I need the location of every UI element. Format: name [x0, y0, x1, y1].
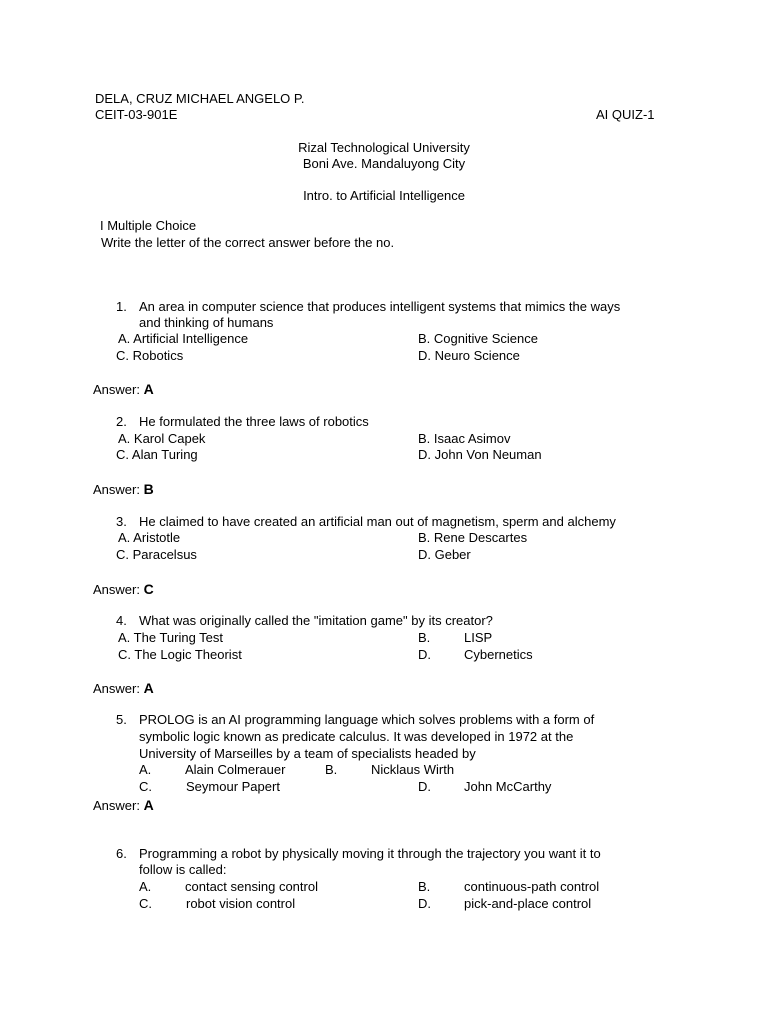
- option-a-letter: A.: [139, 879, 152, 894]
- option-a: A. Karol Capek: [118, 431, 206, 446]
- option-d: D. John Von Neuman: [418, 447, 542, 462]
- answer-line: [93, 797, 154, 814]
- question-number: 2.: [116, 414, 127, 429]
- student-name: DELA, CRUZ MICHAEL ANGELO P.: [95, 91, 305, 106]
- school-name: Rizal Technological University: [298, 140, 470, 155]
- option-d-letter: D.: [418, 647, 431, 662]
- option-b: B. Isaac Asimov: [418, 431, 511, 446]
- answer-letter: A: [143, 797, 154, 813]
- question-text: follow is called:: [139, 862, 227, 877]
- answer-label: Answer:: [93, 482, 140, 497]
- option-a: A. Artificial Intelligence: [118, 331, 249, 346]
- option-d: D. Geber: [418, 547, 471, 562]
- option-b-text: continuous-path control: [464, 879, 600, 894]
- option-b-text: LISP: [464, 630, 493, 645]
- answer-letter: C: [143, 581, 154, 597]
- question-text: What was originally called the "imitation game" by its creator?: [139, 613, 493, 628]
- option-a: A. Aristotle: [118, 530, 181, 545]
- option-a: A. The Turing Test: [118, 630, 224, 645]
- instructions-text: Write the letter of the correct answer before the no.: [101, 235, 395, 250]
- question-number: 5.: [116, 712, 127, 727]
- question-number: 3.: [116, 514, 127, 529]
- option-d-letter: D.: [418, 896, 431, 911]
- question-text: and thinking of humans: [139, 315, 274, 330]
- option-c: C. Paracelsus: [116, 547, 197, 562]
- part-heading: I Multiple Choice: [100, 218, 197, 233]
- option-b-letter: B.: [418, 630, 431, 645]
- school-address: Boni Ave. Mandaluyong City: [302, 156, 466, 171]
- option-d-text: Cybernetics: [464, 647, 533, 662]
- option-d-text: pick-and-place control: [464, 896, 592, 911]
- answer-line: [93, 581, 154, 598]
- answer-label: Answer:: [93, 582, 140, 597]
- question-text: University of Marseilles by a team of specialists headed by: [139, 746, 476, 761]
- question-text: An area in computer science that produces intelligent systems that mimics the ways: [139, 299, 621, 314]
- option-b: B. Cognitive Science: [418, 331, 538, 346]
- option-c-letter: C.: [139, 896, 152, 911]
- option-c-letter: C.: [139, 779, 152, 794]
- answer-line: [93, 481, 154, 498]
- question-text: symbolic logic known as predicate calculus. It was developed in 1972 at the: [139, 729, 574, 744]
- answer-label: Answer:: [93, 382, 140, 397]
- option-b-text: Nicklaus Wirth: [371, 762, 455, 777]
- option-c: C. Alan Turing: [116, 447, 198, 462]
- answer-line: [93, 680, 154, 697]
- question-text: He claimed to have created an artificial man out of magnetism, sperm and alchemy: [139, 514, 616, 529]
- option-c-text: robot vision control: [186, 896, 296, 911]
- question-text: Programming a robot by physically moving it through the trajectory you want it to: [139, 846, 601, 861]
- student-section: CEIT-03-901E: [95, 107, 178, 122]
- answer-letter: A: [143, 381, 154, 397]
- question-text: He formulated the three laws of robotics: [139, 414, 369, 429]
- option-d-text: John McCarthy: [464, 779, 552, 794]
- answer-label: Answer:: [93, 798, 140, 813]
- option-c: C. Robotics: [116, 348, 184, 363]
- option-a-text: Alain Colmerauer: [185, 762, 286, 777]
- answer-line: [93, 381, 154, 398]
- option-b-letter: B.: [325, 762, 338, 777]
- answer-label: Answer:: [93, 681, 140, 696]
- question-number: 1.: [116, 299, 127, 314]
- question-number: 6.: [116, 846, 127, 861]
- option-d: D. Neuro Science: [418, 348, 520, 363]
- option-a-letter: A.: [139, 762, 152, 777]
- answer-letter: B: [143, 481, 154, 497]
- answer-letter: A: [143, 680, 154, 696]
- option-b: B. Rene Descartes: [418, 530, 528, 545]
- option-a-text: contact sensing control: [185, 879, 318, 894]
- course-title: Intro. to Artificial Intelligence: [303, 188, 465, 203]
- question-number: 4.: [116, 613, 127, 628]
- option-b-letter: B.: [418, 879, 431, 894]
- option-d-letter: D.: [418, 779, 431, 794]
- option-c: C. The Logic Theorist: [118, 647, 242, 662]
- quiz-title: AI QUIZ-1: [596, 107, 655, 122]
- option-c-text: Seymour Papert: [186, 779, 280, 794]
- question-text: PROLOG is an AI programming language which solves problems with a form of: [139, 712, 595, 727]
